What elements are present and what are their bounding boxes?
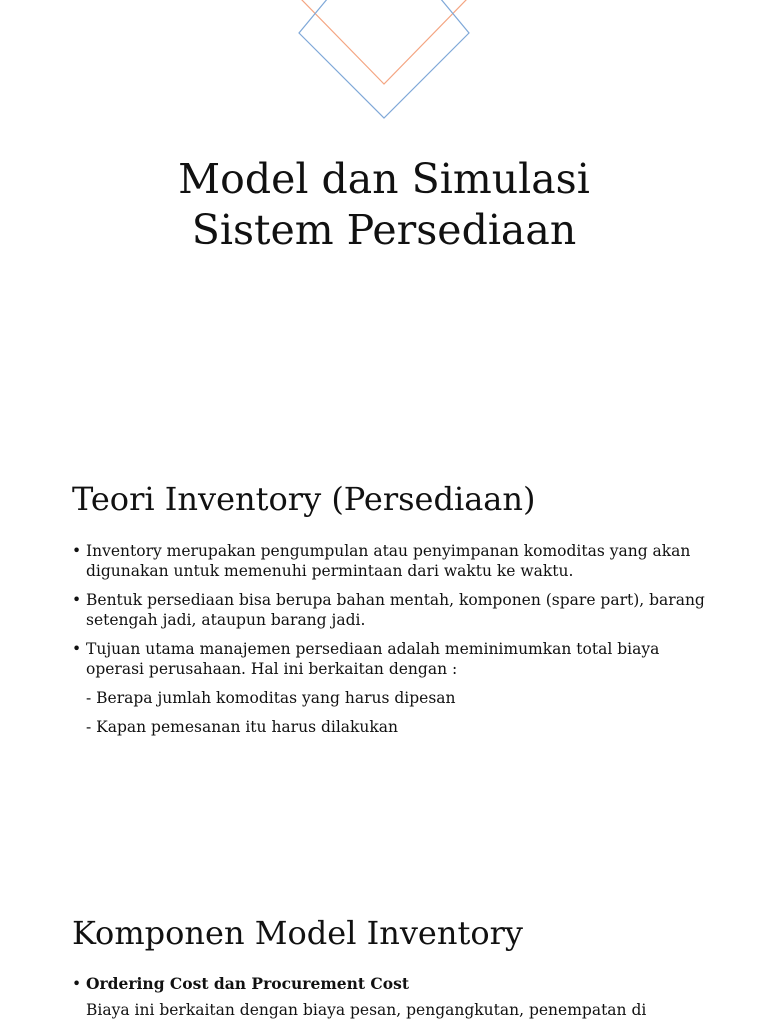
bullet-text: Bentuk persediaan bisa berupa bahan mentah, komponen (spare part), barang setengah jadi, ataupun barang jadi.	[86, 591, 705, 629]
bullet-dot: •	[72, 542, 82, 560]
sub-item-text: - Kapan pemesanan itu harus dilakukan	[86, 718, 399, 736]
list-item	[72, 639, 712, 679]
list-item	[72, 974, 712, 1020]
title-line-2: Sistem Persediaan	[191, 206, 577, 254]
bullet-dot: •	[72, 591, 82, 609]
page-title	[0, 154, 768, 256]
bullet-list	[72, 541, 712, 746]
inventory-theory-slide	[0, 440, 768, 880]
diamond-decoration-icon	[0, 0, 768, 130]
blue-diamond-line	[299, 0, 469, 118]
orange-chevron-line	[300, 0, 468, 84]
slide-heading: Komponen Model Inventory	[72, 914, 523, 952]
bullet-list	[72, 974, 712, 1024]
slide-heading: Teori Inventory (Persediaan)	[72, 480, 536, 518]
bullet-paragraph: Biaya ini berkaitan dengan biaya pesan, pengangkutan, penempatan di	[86, 1001, 647, 1019]
bullet-text: Inventory merupakan pengumpulan atau penyimpanan komoditas yang akan digunakan untuk memenuhi permintaan dari waktu ke waktu.	[86, 542, 691, 580]
sub-list-item	[72, 717, 712, 737]
bullet-dot: •	[72, 975, 82, 993]
sub-list-item	[72, 688, 712, 708]
title-line-1: Model dan Simulasi	[178, 155, 590, 203]
sub-item-text: - Berapa jumlah komoditas yang harus dipesan	[86, 689, 456, 707]
inventory-components-slide	[0, 880, 768, 1024]
bullet-text: Tujuan utama manajemen persediaan adalah meminimumkan total biaya operasi perusahaan. Hal ini berkaitan dengan :	[86, 640, 660, 678]
bullet-dot: •	[72, 640, 82, 658]
list-item	[72, 590, 712, 630]
bullet-title: Ordering Cost dan Procurement Cost	[86, 974, 409, 993]
title-slide	[0, 0, 768, 440]
list-item	[72, 541, 712, 581]
